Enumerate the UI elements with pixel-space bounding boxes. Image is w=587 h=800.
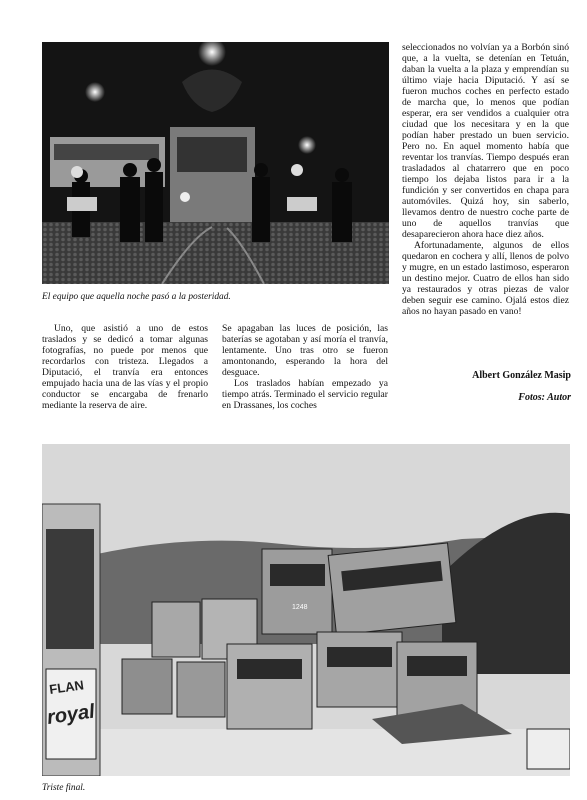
col2-paragraph-2: Los traslados habían empezado ya tiempo atrás. Terminado el servicio regular en Drassanes, los coches <box>222 378 388 411</box>
tram-scrapyard-photo <box>42 444 570 776</box>
night-tram-photo <box>42 42 389 284</box>
bottom-photo-caption: Triste final. <box>42 783 86 793</box>
author-byline: Albert González Masip <box>472 370 571 381</box>
flan-royal-sign: FLAN <box>48 677 85 697</box>
top-photo-caption: El equipo que aquella noche pasó a la posteridad. <box>42 292 231 302</box>
article-column-2 <box>222 323 388 411</box>
article-column-1 <box>42 323 208 411</box>
col3-paragraph-1: seleccionados no volvían ya a Borbón sinó que, a la vuelta, se detenían en Tetuán, daban la vuelta a la plaza y emprendían su último viaje hacia Diputació. Y así se fueron muchos coches en perfecto estado de marcha que, lo menos que podían esperar, era ser vendidos a cualquier otra ciudad que los necesitara y en la que podían haber prestado un buen servicio. Pero no. En aquel momento había que reventar los tranvías. Tiempo después eran trasladados al chatarrero que en poco tiempo los dejaba listos para ir a la fundición y ser convertidos en chapa para automóviles. Quizá hoy, sin saberlo, llevamos dentro de nuestro coche parte de uno de aquellos tranvías que desaparecieron ahora hace diez años. <box>402 42 569 240</box>
svg-text:royal: royal <box>45 700 97 729</box>
photo-credit: Fotos: Autor <box>518 392 571 403</box>
article-column-3 <box>402 42 569 317</box>
col3-paragraph-2: Afortunadamente, algunos de ellos quedaron en cochera y allí, llenos de polvo y mugre, en un estado lastimoso, esperaron un destino mejor. Cuatro de ellos han sido ya restaurados y otras piezas de valor deben seguir ese camino. Ojalá estos diez años no hayan pasado en vano! <box>402 240 569 317</box>
scrapyard-illustration <box>42 444 570 776</box>
col2-paragraph-1: Se apagaban las luces de posición, las baterías se agotaban y así moría el tranvía, lentamente. Uno tras otro se fueron amontonando, esperando la hora del desguace. <box>222 323 388 378</box>
tram-number-label: 1248 <box>292 604 308 611</box>
night-scene-illustration <box>42 42 389 284</box>
col1-paragraph: Uno, que asistió a uno de estos traslados y se dedicó a tomar algunas fotografías, no puede por menos que recordarlos con tristeza. Llegados a Diputació, el tranvía era entonces empujado hacia una de las vías y el propio conductor se encargaba de frenarlo mediante la reserva de aire. <box>42 323 208 411</box>
